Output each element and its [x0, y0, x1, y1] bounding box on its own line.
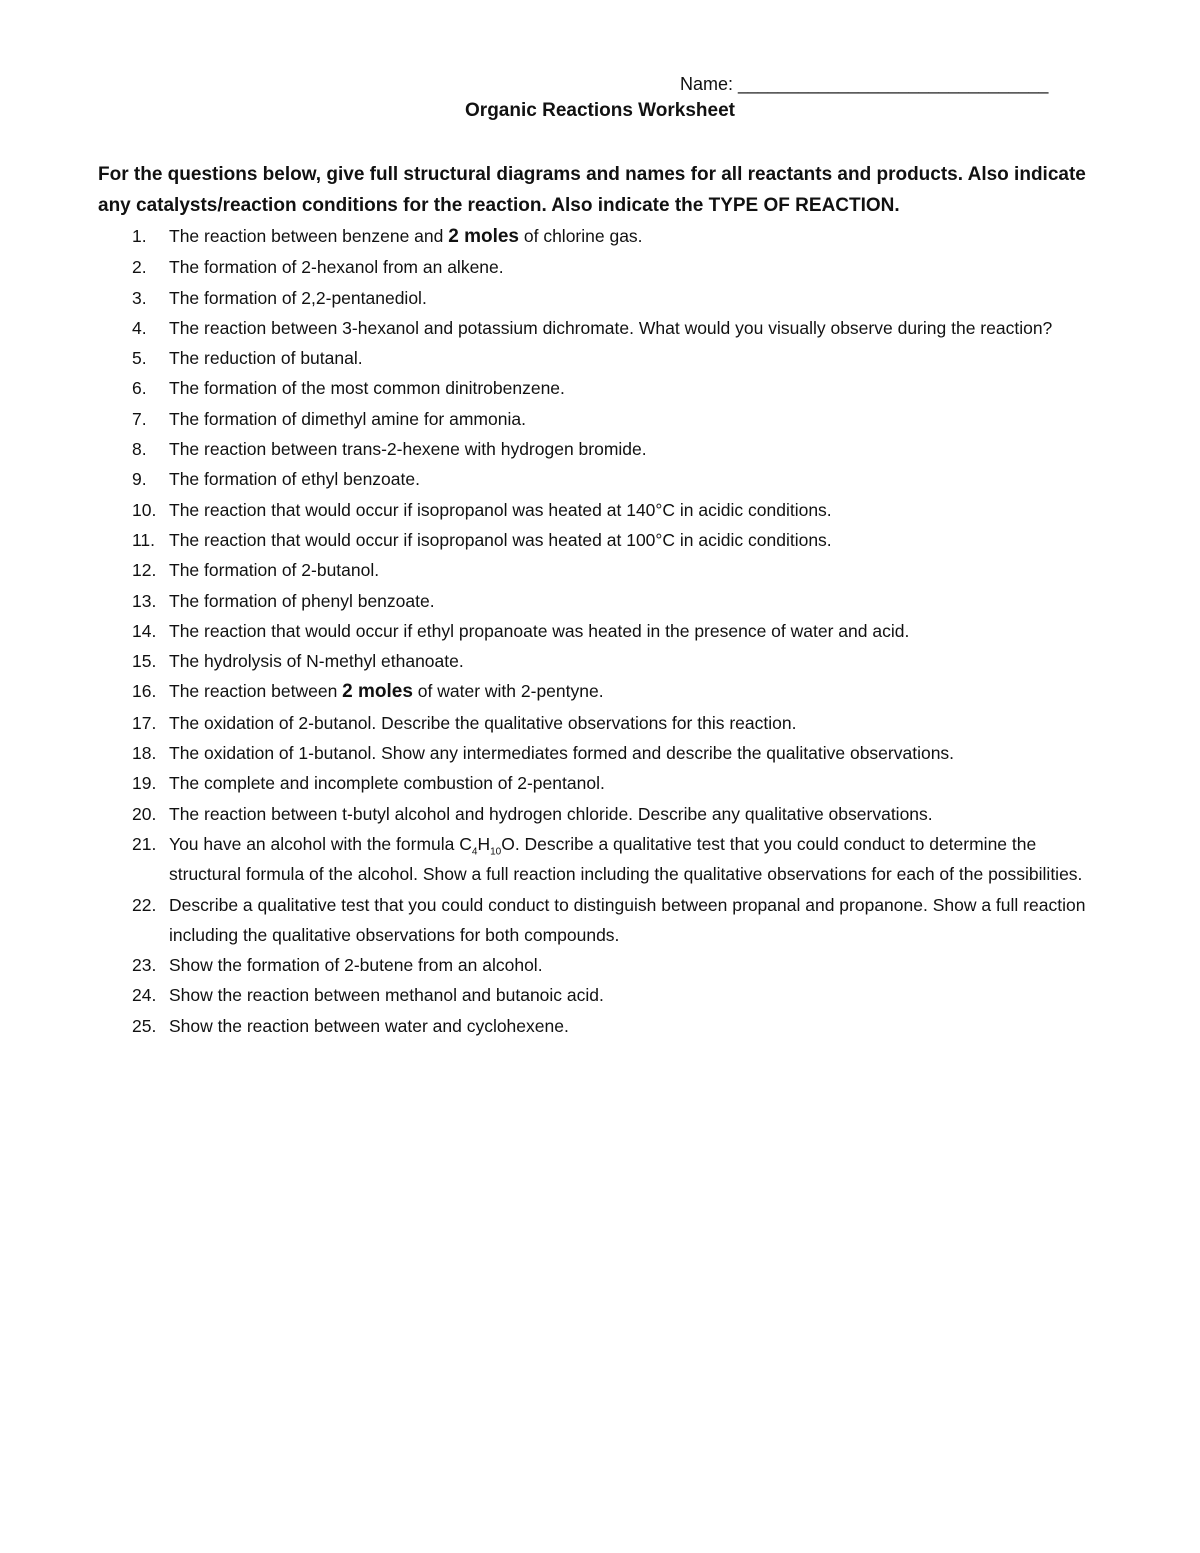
- text-run: The reaction between 3-hexanol and potassium dichromate. What would you visually observe during the reaction?: [169, 317, 1053, 338]
- question-number: 8.: [132, 439, 147, 460]
- text-run: The formation of 2-hexanol from an alkene.: [169, 257, 504, 278]
- question-number: 21.: [132, 833, 157, 854]
- question-text: [169, 834, 1082, 884]
- question-item: [98, 646, 1108, 676]
- text-run: The formation of dimethyl amine for ammonia.: [169, 408, 526, 429]
- text-run: The formation of ethyl benzoate.: [169, 469, 420, 490]
- question-item: [98, 221, 1108, 252]
- question-list: [98, 221, 1108, 1041]
- question-item: [98, 586, 1108, 616]
- question-number: 10.: [132, 499, 157, 520]
- text-run: The reaction between: [169, 681, 343, 702]
- subscript: 10: [490, 846, 502, 858]
- question-number: 13.: [132, 590, 157, 611]
- question-text: [169, 530, 832, 550]
- question-text: [169, 560, 379, 580]
- question-item: [98, 738, 1108, 768]
- text-run: The hydrolysis of N-methyl ethanoate.: [169, 651, 464, 672]
- instructions: For the questions below, give full structural diagrams and names for all reactants and products. Also indicate any catalysts/reaction conditions for the reaction. Also indicate the TYPE OF REACTION.: [98, 164, 1086, 216]
- question-item: [98, 829, 1108, 890]
- text-run: of chlorine gas.: [519, 226, 643, 246]
- question-text: [169, 743, 954, 763]
- question-text: [169, 955, 543, 975]
- question-text: [169, 1016, 569, 1036]
- question-number: 15.: [132, 651, 157, 672]
- question-text: [169, 500, 832, 520]
- question-text: [169, 773, 605, 793]
- question-item: [98, 980, 1108, 1010]
- question-number: 19.: [132, 773, 157, 794]
- text-run: The reaction between trans-2-hexene with hydrogen bromide.: [169, 439, 647, 460]
- question-number: 12.: [132, 560, 157, 581]
- question-item: [98, 555, 1108, 585]
- question-item: [98, 252, 1108, 282]
- text-run: The reaction between t-butyl alcohol and hydrogen chloride. Describe any qualitative observations.: [169, 803, 933, 824]
- question-text: [169, 257, 504, 277]
- question-text: [169, 378, 565, 398]
- text-run: Describe a qualitative test that you could conduct to distinguish between propanal and propanone. Show a full reaction including the qualitative observations for both compounds.: [169, 894, 1086, 945]
- text-run: The formation of 2,2-pentanediol.: [169, 287, 427, 308]
- question-text: [169, 288, 427, 308]
- question-number: 14.: [132, 620, 157, 641]
- question-number: 5.: [132, 348, 147, 369]
- question-text: [169, 713, 796, 733]
- question-text: [169, 985, 604, 1005]
- question-number: 23.: [132, 955, 157, 976]
- question-item: [98, 404, 1108, 434]
- question-item: [98, 676, 1108, 707]
- question-item: [98, 890, 1108, 951]
- question-item: [98, 283, 1108, 313]
- text-run: Show the reaction between methanol and butanoic acid.: [169, 985, 604, 1006]
- text-run: The complete and incomplete combustion of 2-pentanol.: [169, 773, 605, 794]
- question-item: [98, 313, 1108, 343]
- question-item: [98, 464, 1108, 494]
- question-text: [169, 348, 363, 368]
- question-number: 20.: [132, 803, 157, 824]
- question-item: [98, 768, 1108, 798]
- text-run: The oxidation of 1-butanol. Show any intermediates formed and describe the qualitative observations.: [169, 743, 955, 764]
- question-item: [98, 434, 1108, 464]
- text-run: of water with 2-pentyne.: [412, 681, 604, 702]
- text-run: Show the reaction between water and cyclohexene.: [169, 1015, 569, 1036]
- question-number: 7.: [132, 408, 147, 429]
- text-run: The reaction that would occur if isopropanol was heated at 100°C in acidic conditions.: [169, 529, 832, 550]
- question-item: [98, 616, 1108, 646]
- question-number: 17.: [132, 712, 157, 733]
- question-number: 1.: [132, 226, 147, 246]
- text-run: You have an alcohol with the formula C: [169, 833, 472, 854]
- question-text: [169, 621, 909, 641]
- text-run: The reaction that would occur if isopropanol was heated at 140°C in acidic conditions.: [169, 499, 832, 520]
- question-text: [169, 681, 604, 701]
- text-run: The formation of 2-butanol.: [169, 560, 380, 581]
- page-title: Organic Reactions Worksheet: [465, 100, 735, 121]
- text-run: The formation of the most common dinitrobenzene.: [169, 378, 565, 399]
- question-number: 22.: [132, 894, 157, 915]
- question-text: [169, 318, 1052, 338]
- bold-emphasis: 2 moles: [448, 226, 519, 247]
- text-run: Show the formation of 2-butene from an alcohol.: [169, 955, 543, 976]
- question-number: 25.: [132, 1015, 157, 1036]
- bold-emphasis: 2 moles: [342, 681, 413, 703]
- question-number: 4.: [132, 317, 147, 338]
- question-number: 11.: [132, 529, 156, 550]
- question-text: [169, 651, 464, 671]
- question-item: [98, 1011, 1108, 1041]
- text-run: The formation of phenyl benzoate.: [169, 590, 435, 611]
- question-text: [169, 439, 647, 459]
- question-text: [169, 895, 1085, 945]
- text-run: The oxidation of 2-butanol. Describe the qualitative observations for this reaction.: [169, 712, 797, 733]
- subscript: 4: [471, 846, 478, 858]
- question-item: [98, 525, 1108, 555]
- question-number: 2.: [132, 257, 147, 278]
- text-run: The reaction that would occur if ethyl propanoate was heated in the presence of water and acid.: [169, 620, 910, 641]
- question-number: 6.: [132, 378, 147, 399]
- question-item: [98, 950, 1108, 980]
- question-item: [98, 343, 1108, 373]
- question-number: 24.: [132, 985, 157, 1006]
- question-text: [169, 226, 643, 246]
- text-run: The reduction of butanal.: [169, 348, 363, 369]
- question-text: [169, 469, 420, 489]
- text-run: The reaction between benzene and: [169, 226, 449, 246]
- question-item: [98, 373, 1108, 403]
- question-text: [169, 409, 526, 429]
- text-run: O. Describe a qualitative test that you could conduct to determine the structural formula of the alcohol. Show a full reaction including the qualitative observations for each of the possibilities.: [169, 833, 1083, 885]
- question-number: 3.: [132, 287, 147, 308]
- question-number: 16.: [132, 681, 157, 702]
- question-item: [98, 708, 1108, 738]
- question-number: 9.: [132, 469, 147, 490]
- question-item: [98, 495, 1108, 525]
- question-number: 18.: [132, 743, 157, 764]
- name-field-label: Name: _______________________________: [680, 74, 1049, 94]
- question-text: [169, 591, 435, 611]
- text-run: H: [477, 833, 491, 854]
- question-text: [169, 804, 933, 824]
- question-item: [98, 799, 1108, 829]
